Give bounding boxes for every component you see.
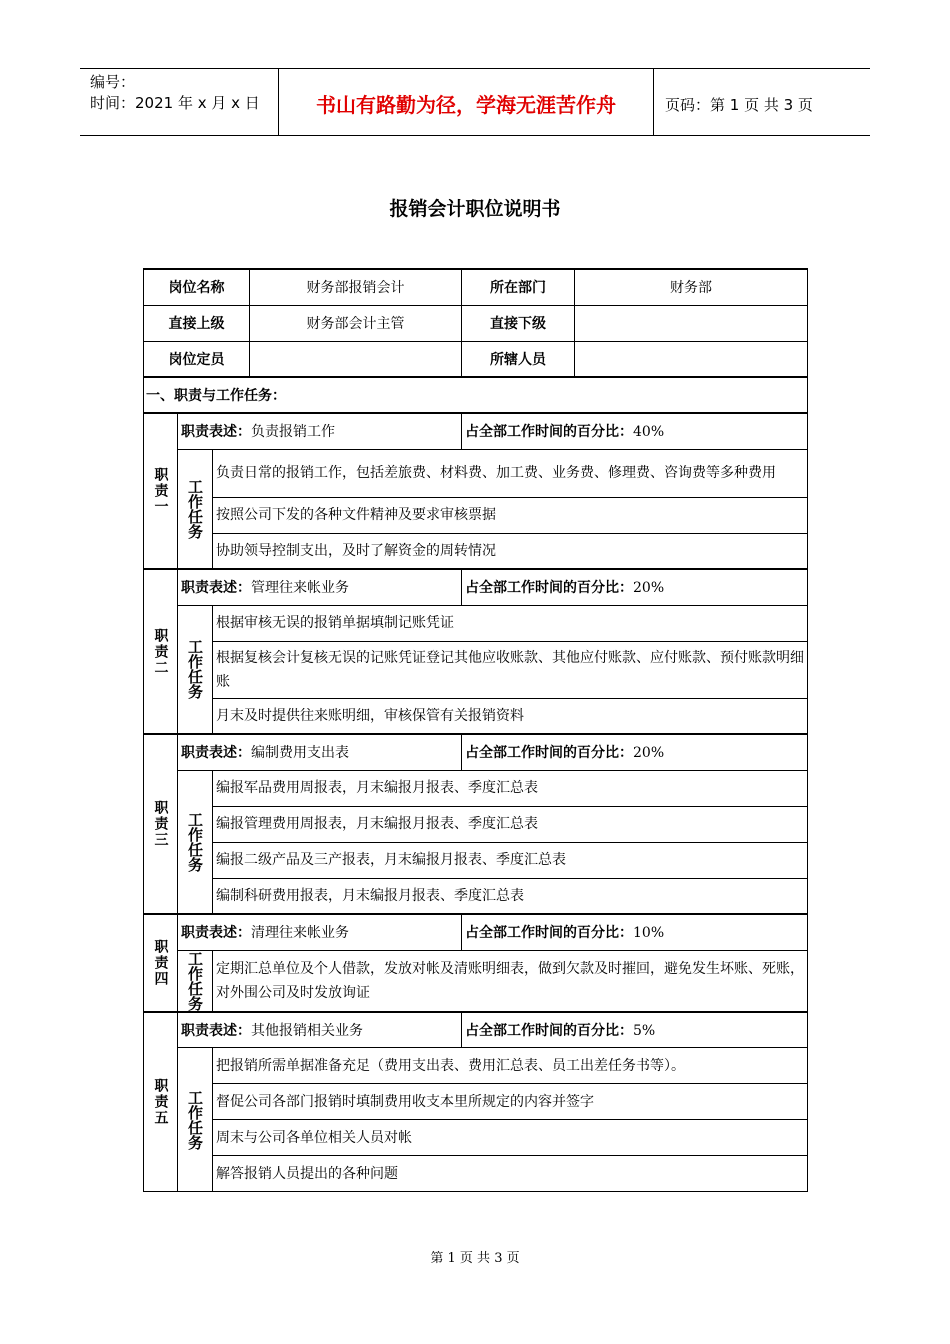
duty-desc-cell: [178, 569, 462, 605]
duty-pct-value: 10%: [633, 925, 665, 942]
task-label: 工作任务: [178, 449, 213, 569]
duty-pct-cell: [462, 569, 808, 605]
duty-pct-label: 占全部工作时间的百分比：: [465, 925, 634, 942]
task-row: [144, 497, 808, 533]
doc-number-label: 编号：: [90, 73, 136, 91]
headcount-value: [250, 341, 462, 377]
duty-desc-value: 编制费用支出表: [251, 745, 349, 762]
info-row-1: [144, 269, 808, 305]
duty-pct-label: 占全部工作时间的百分比：: [465, 745, 634, 762]
task-item: 协助领导控制支出，及时了解资金的周转情况: [213, 533, 808, 569]
task-item: 负责日常的报销工作，包括差旅费、材料费、加工费、业务费、修理费、咨询费等多种费用: [213, 449, 808, 497]
header-page-label: 页码：第 1 页 共 3 页: [665, 96, 813, 114]
duty-pct-cell: [462, 734, 808, 770]
task-row: [144, 1120, 808, 1156]
task-row: [144, 806, 808, 842]
duty-desc-label: 职责表述：: [181, 745, 251, 762]
task-item: 月末及时提供往来账明细，审核保管有关报销资料: [213, 698, 808, 734]
headcount-label: 岗位定员: [144, 341, 250, 377]
task-item: 按照公司下发的各种文件精神及要求审核票据: [213, 497, 808, 533]
duty-name: 职责二: [144, 569, 178, 734]
dept-label: 所在部门: [462, 269, 575, 305]
task-row: [144, 641, 808, 698]
info-row-2: [144, 305, 808, 341]
task-label: 工作任务: [178, 1048, 213, 1192]
task-item: 根据审核无误的报销单据填制记账凭证: [213, 605, 808, 641]
duty-desc-label: 职责表述：: [181, 1022, 251, 1039]
superior-value: 财务部会计主管: [250, 305, 462, 341]
duty-desc-value: 其他报销相关业务: [251, 1022, 363, 1039]
duty-desc-cell: [178, 1012, 462, 1048]
staff-label: 所辖人员: [462, 341, 575, 377]
task-label: 工作任务: [178, 950, 213, 1012]
task-row: [144, 533, 808, 569]
duty-pct-label: 占全部工作时间的百分比：: [465, 580, 634, 597]
task-row: [144, 878, 808, 914]
page-header: [80, 68, 870, 136]
task-item: 编制科研费用报表，月末编报月报表、季度汇总表: [213, 878, 808, 914]
duty-pct-label: 占全部工作时间的百分比：: [465, 424, 634, 441]
duty-desc-row: [144, 734, 808, 770]
task-item: 解答报销人员提出的各种问题: [213, 1156, 808, 1192]
duty-desc-row: [144, 413, 808, 449]
duty-pct-label: 占全部工作时间的百分比：: [465, 1022, 634, 1039]
duty-desc-row: [144, 1012, 808, 1048]
task-item: 编报管理费用周报表，月末编报月报表、季度汇总表: [213, 806, 808, 842]
info-row-3: [144, 341, 808, 377]
task-row: [144, 770, 808, 806]
duty-pct-value: 20%: [633, 580, 665, 597]
task-item: 编报二级产品及三产报表，月末编报月报表、季度汇总表: [213, 842, 808, 878]
duty-pct-cell: [462, 914, 808, 950]
duty-pct-value: 5%: [633, 1022, 656, 1039]
duty-pct-cell: [462, 413, 808, 449]
header-divider-2: [653, 69, 654, 135]
duty-pct-value: 20%: [633, 745, 665, 762]
task-item: 督促公司各部门报销时填制费用收支本里所规定的内容并签字: [213, 1084, 808, 1120]
duty-desc-cell: [178, 734, 462, 770]
duty-desc-row: [144, 569, 808, 605]
duty-name: 职责四: [144, 914, 178, 1012]
duty-desc-value: 负责报销工作: [251, 424, 335, 441]
task-item: 编报军品费用周报表，月末编报月报表、季度汇总表: [213, 770, 808, 806]
duty-name: 职责三: [144, 734, 178, 914]
section-title: 一、职责与工作任务：: [144, 377, 808, 413]
post-name-value: 财务部报销会计: [250, 269, 462, 305]
duty-desc-value: 管理往来帐业务: [251, 580, 349, 597]
header-motto: 书山有路勤为径，学海无涯苦作舟: [316, 93, 616, 117]
duty-desc-cell: [178, 413, 462, 449]
duty-pct-cell: [462, 1012, 808, 1048]
duty-pct-value: 40%: [633, 424, 665, 441]
duty-desc-cell: [178, 914, 462, 950]
task-row: [144, 1156, 808, 1192]
task-label: 工作任务: [178, 770, 213, 914]
duty-name: 职责五: [144, 1012, 178, 1192]
duty-name: 职责一: [144, 413, 178, 569]
dept-value: 财务部: [575, 269, 808, 305]
task-row: [144, 842, 808, 878]
task-label: 工作任务: [178, 605, 213, 734]
section-title-row: [144, 377, 808, 413]
duty-desc-label: 职责表述：: [181, 925, 251, 942]
task-item: 周末与公司各单位相关人员对帐: [213, 1120, 808, 1156]
subordinate-label: 直接下级: [462, 305, 575, 341]
doc-time-label: 时间：2021 年 x 月 x 日: [90, 94, 260, 112]
task-row: [144, 950, 808, 1012]
superior-label: 直接上级: [144, 305, 250, 341]
staff-value: [575, 341, 808, 377]
subordinate-value: [575, 305, 808, 341]
duty-desc-label: 职责表述：: [181, 580, 251, 597]
task-item: 把报销所需单据准备充足（费用支出表、费用汇总表、员工出差任务书等）。: [213, 1048, 808, 1084]
header-left: [90, 72, 260, 114]
document-title: 报销会计职位说明书: [389, 198, 561, 220]
task-row: [144, 698, 808, 734]
duty-desc-row: [144, 914, 808, 950]
page-footer: 第 1 页 共 3 页: [430, 1251, 520, 1266]
duty-desc-label: 职责表述：: [181, 424, 251, 441]
task-row: [144, 1084, 808, 1120]
task-row: [144, 449, 808, 497]
task-row: [144, 605, 808, 641]
duty-desc-value: 清理往来帐业务: [251, 925, 349, 942]
task-item: 根据复核会计复核无误的记账凭证登记其他应收账款、其他应付账款、应付账款、预付账款明细账: [213, 641, 808, 698]
task-row: [144, 1048, 808, 1084]
task-item: 定期汇总单位及个人借款，发放对帐及清账明细表，做到欠款及时摧回，避免发生坏账、死账，对外围公司及时发放询证: [213, 950, 808, 1012]
post-name-label: 岗位名称: [144, 269, 250, 305]
job-description-table: [143, 268, 808, 1192]
